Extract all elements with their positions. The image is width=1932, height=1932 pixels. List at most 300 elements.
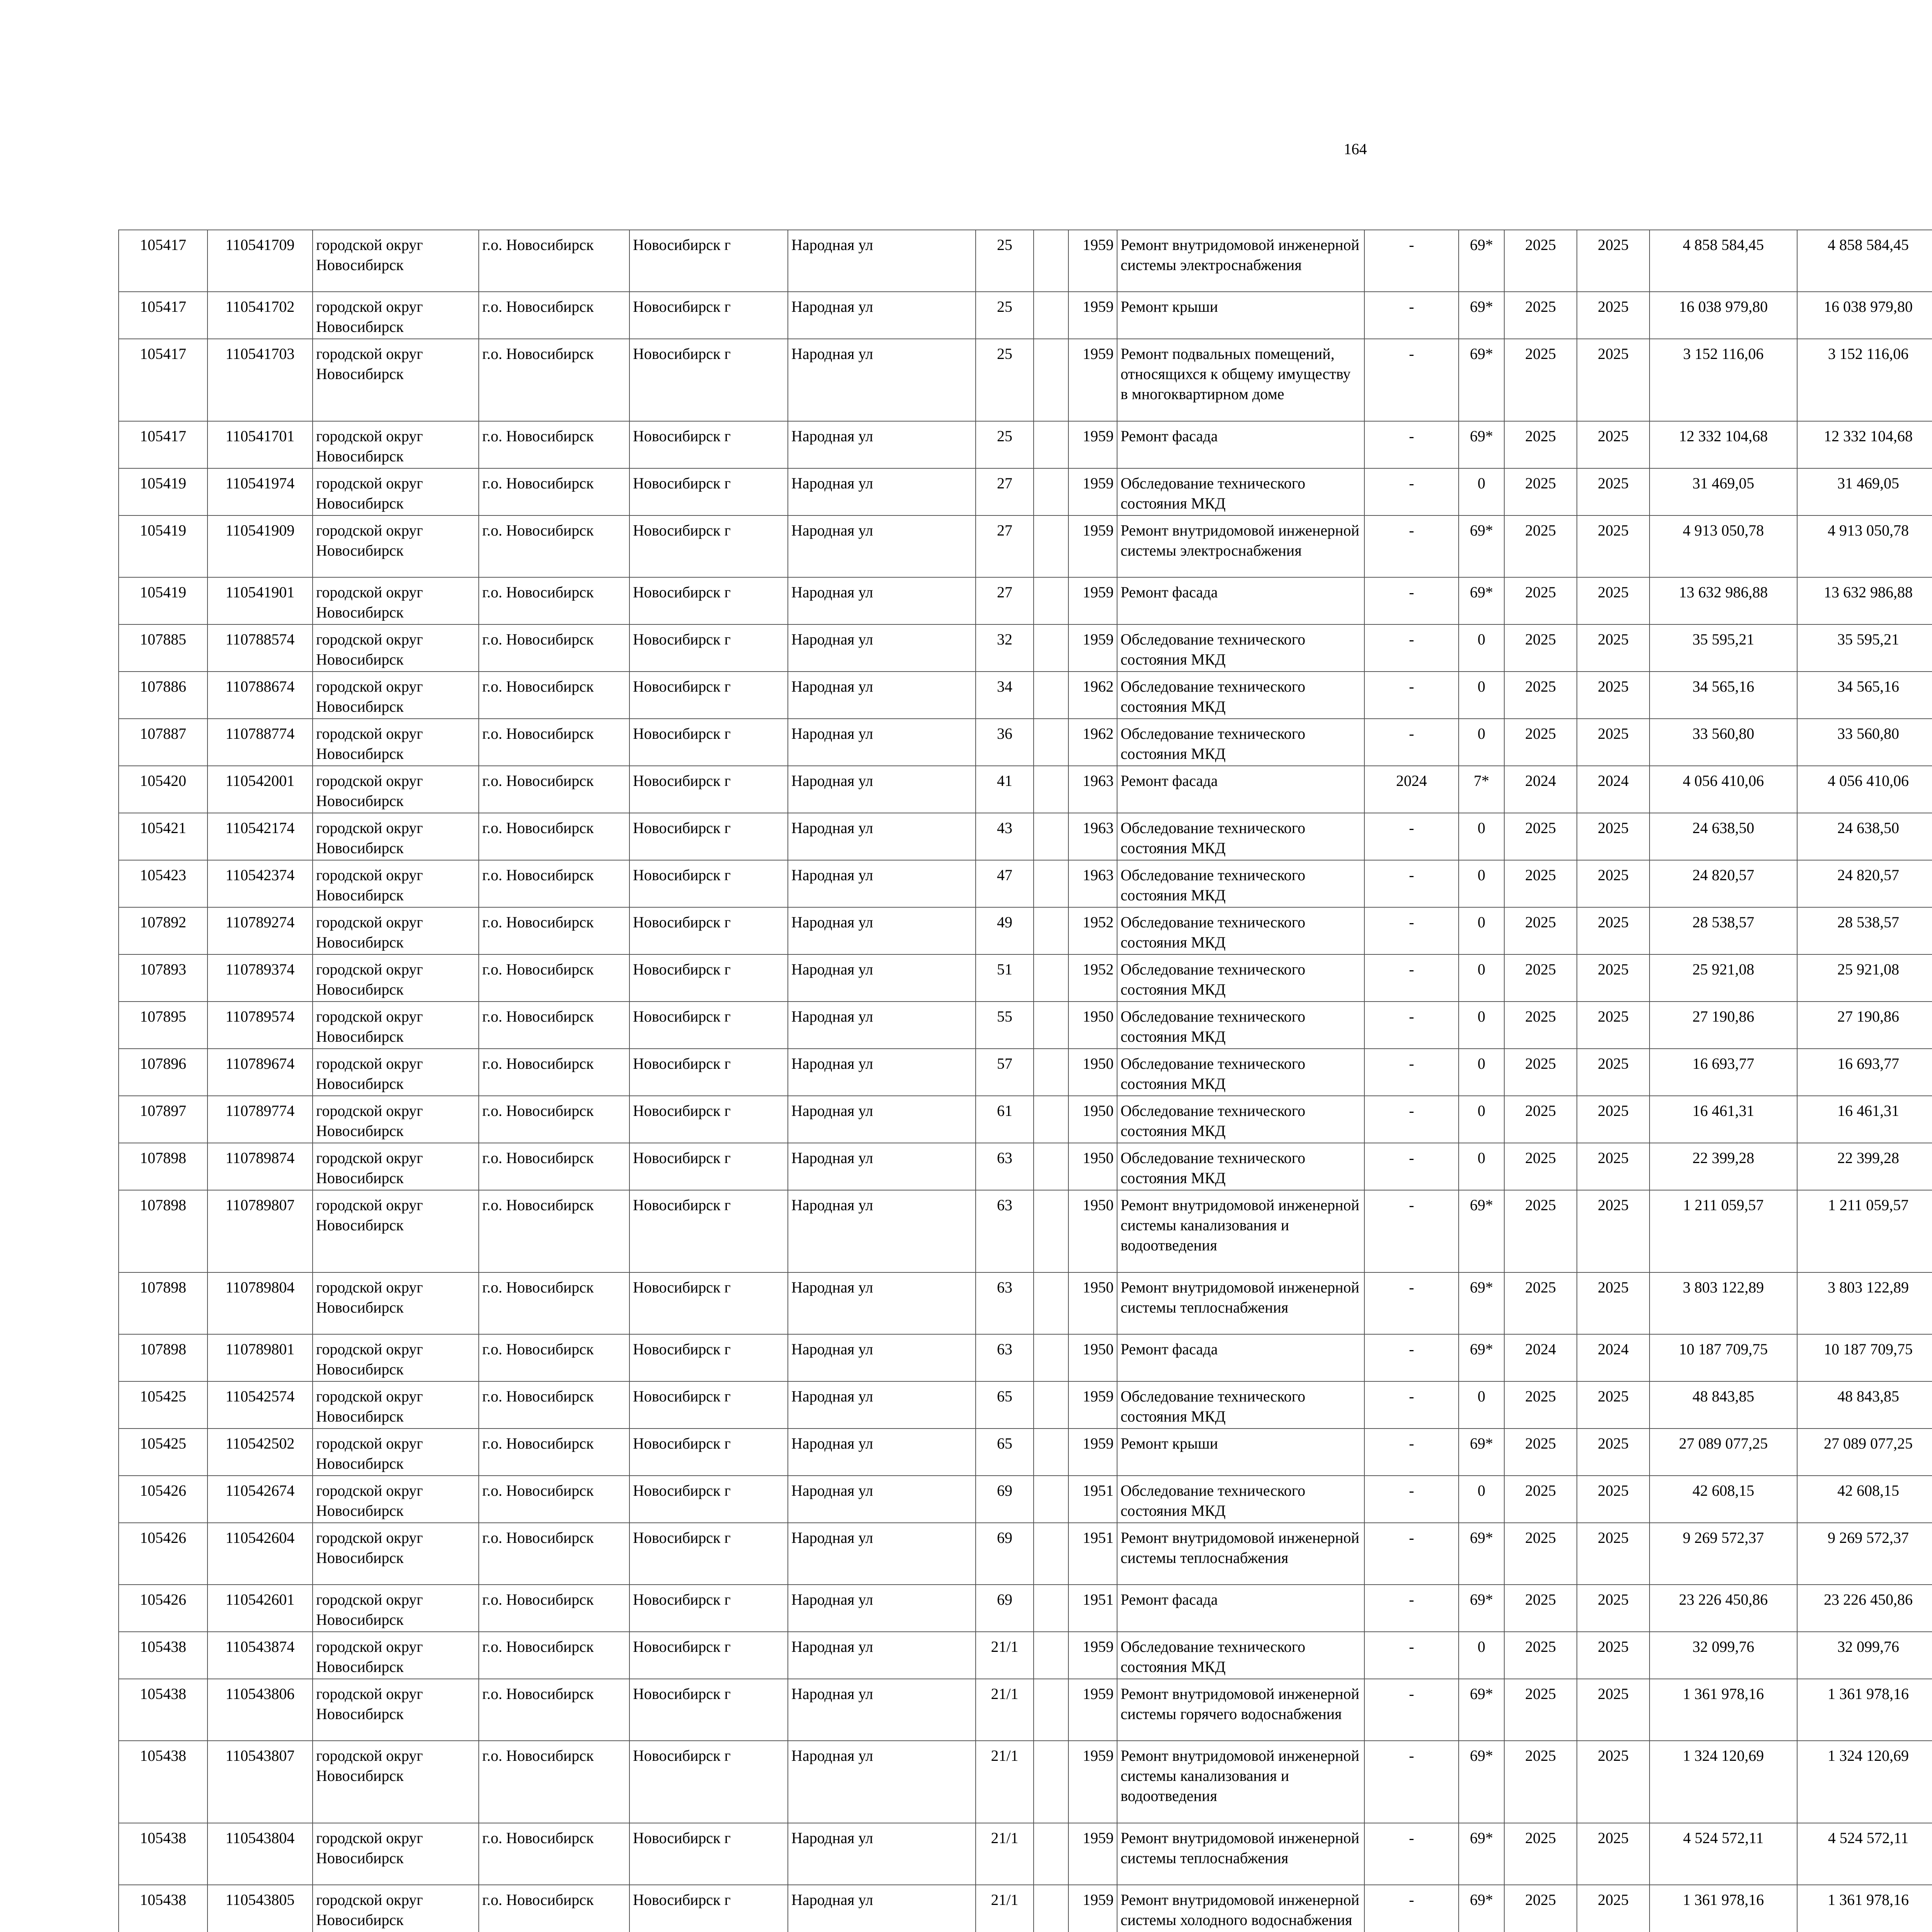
- work-type-cell: Ремонт фасада: [1117, 766, 1364, 813]
- wear-percent-cell: 0: [1459, 672, 1504, 719]
- district-cell: г.о. Новосибирск: [479, 813, 629, 860]
- year-built-cell: 1959: [1068, 624, 1117, 672]
- plan-end-cell: 2024: [1577, 1334, 1650, 1381]
- total-cost-cell: 22 399,28: [1650, 1143, 1797, 1190]
- municipality-cell: городской округ Новосибирск: [313, 1381, 479, 1429]
- district-cell: г.о. Новосибирск: [479, 954, 629, 1002]
- total-cost-cell: 3 803 122,89: [1650, 1272, 1797, 1334]
- city-cell: Новосибирск г: [629, 1741, 788, 1823]
- plan-end-cell: 2025: [1577, 1885, 1650, 1932]
- table-row: [119, 1632, 1932, 1679]
- plan-end-cell: 2025: [1577, 1679, 1650, 1741]
- previous-year-cell: -: [1364, 1143, 1459, 1190]
- house-number-cell: 69: [976, 1523, 1034, 1585]
- year-built-cell: 1959: [1068, 515, 1117, 577]
- building-cell: [1034, 468, 1068, 515]
- city-cell: Новосибирск г: [629, 1632, 788, 1679]
- plan-start-cell: 2025: [1504, 1523, 1577, 1585]
- total-cost-cell: 31 469,05: [1650, 468, 1797, 515]
- year-built-cell: 1959: [1068, 230, 1117, 292]
- district-cell: г.о. Новосибирск: [479, 1429, 629, 1476]
- total-cost-cell: 35 595,21: [1650, 624, 1797, 672]
- table-row: [119, 860, 1932, 907]
- previous-year-cell: -: [1364, 1679, 1459, 1741]
- city-cell: Новосибирск г: [629, 1143, 788, 1190]
- plan-end-cell: 2025: [1577, 1823, 1650, 1885]
- municipality-cell: городской округ Новосибирск: [313, 766, 479, 813]
- district-cell: г.о. Новосибирск: [479, 515, 629, 577]
- regional-fund-cell: 35 595,21: [1797, 624, 1932, 672]
- house-number-cell: 63: [976, 1334, 1034, 1381]
- year-built-cell: 1959: [1068, 1679, 1117, 1741]
- house-number-cell: 63: [976, 1143, 1034, 1190]
- city-cell: Новосибирск г: [629, 1272, 788, 1334]
- wear-percent-cell: 0: [1459, 1049, 1504, 1096]
- house-number-cell: 21/1: [976, 1632, 1034, 1679]
- building-cell: [1034, 1741, 1068, 1823]
- plan-end-cell: 2025: [1577, 1585, 1650, 1632]
- work-type-cell: Обследование технического состояния МКД: [1117, 719, 1364, 766]
- wear-percent-cell: 69*: [1459, 1523, 1504, 1585]
- previous-year-cell: -: [1364, 813, 1459, 860]
- work-id-cell: 110543807: [207, 1741, 313, 1823]
- year-built-cell: 1962: [1068, 719, 1117, 766]
- wear-percent-cell: 69*: [1459, 1429, 1504, 1476]
- street-cell: Народная ул: [788, 230, 976, 292]
- previous-year-cell: -: [1364, 1190, 1459, 1272]
- previous-year-cell: -: [1364, 230, 1459, 292]
- plan-start-cell: 2025: [1504, 1002, 1577, 1049]
- year-built-cell: 1959: [1068, 1741, 1117, 1823]
- building-cell: [1034, 1190, 1068, 1272]
- work-type-cell: Ремонт фасада: [1117, 1585, 1364, 1632]
- work-type-cell: Ремонт внутридомовой инженерной системы теплоснабжения: [1117, 1523, 1364, 1585]
- plan-start-cell: 2024: [1504, 1334, 1577, 1381]
- work-id-cell: 110542001: [207, 766, 313, 813]
- street-cell: Народная ул: [788, 954, 976, 1002]
- total-cost-cell: 27 190,86: [1650, 1002, 1797, 1049]
- plan-start-cell: 2025: [1504, 230, 1577, 292]
- wear-percent-cell: 69*: [1459, 421, 1504, 468]
- total-cost-cell: 4 858 584,45: [1650, 230, 1797, 292]
- previous-year-cell: -: [1364, 1096, 1459, 1143]
- work-type-cell: Обследование технического состояния МКД: [1117, 1096, 1364, 1143]
- year-built-cell: 1951: [1068, 1585, 1117, 1632]
- plan-start-cell: 2025: [1504, 1476, 1577, 1523]
- previous-year-cell: -: [1364, 515, 1459, 577]
- total-cost-cell: 3 152 116,06: [1650, 339, 1797, 421]
- table-row: [119, 1885, 1932, 1932]
- wear-percent-cell: 0: [1459, 813, 1504, 860]
- house-number-cell: 34: [976, 672, 1034, 719]
- work-id-cell: 110542502: [207, 1429, 313, 1476]
- municipality-cell: городской округ Новосибирск: [313, 577, 479, 624]
- work-type-cell: Ремонт фасада: [1117, 421, 1364, 468]
- total-cost-cell: 16 461,31: [1650, 1096, 1797, 1143]
- plan-start-cell: 2025: [1504, 1429, 1577, 1476]
- year-built-cell: 1950: [1068, 1096, 1117, 1143]
- regional-fund-cell: 22 399,28: [1797, 1143, 1932, 1190]
- municipality-cell: городской округ Новосибирск: [313, 1679, 479, 1741]
- total-cost-cell: 13 632 986,88: [1650, 577, 1797, 624]
- regional-fund-cell: 4 056 410,06: [1797, 766, 1932, 813]
- previous-year-cell: -: [1364, 907, 1459, 954]
- plan-end-cell: 2025: [1577, 292, 1650, 339]
- table-row: [119, 1096, 1932, 1143]
- previous-year-cell: -: [1364, 954, 1459, 1002]
- regional-fund-cell: 24 638,50: [1797, 813, 1932, 860]
- year-built-cell: 1963: [1068, 860, 1117, 907]
- year-built-cell: 1952: [1068, 907, 1117, 954]
- city-cell: Новосибирск г: [629, 1885, 788, 1932]
- table-row: [119, 954, 1932, 1002]
- city-cell: Новосибирск г: [629, 860, 788, 907]
- wear-percent-cell: 0: [1459, 468, 1504, 515]
- total-cost-cell: 24 638,50: [1650, 813, 1797, 860]
- work-id-cell: 110543806: [207, 1679, 313, 1741]
- municipality-cell: городской округ Новосибирск: [313, 515, 479, 577]
- plan-end-cell: 2025: [1577, 624, 1650, 672]
- year-built-cell: 1959: [1068, 1823, 1117, 1885]
- previous-year-cell: -: [1364, 339, 1459, 421]
- building-cell: [1034, 624, 1068, 672]
- total-cost-cell: 10 187 709,75: [1650, 1334, 1797, 1381]
- municipality-cell: городской округ Новосибирск: [313, 1585, 479, 1632]
- city-cell: Новосибирск г: [629, 577, 788, 624]
- district-cell: г.о. Новосибирск: [479, 292, 629, 339]
- total-cost-cell: 25 921,08: [1650, 954, 1797, 1002]
- work-id-cell: 110789874: [207, 1143, 313, 1190]
- city-cell: Новосибирск г: [629, 907, 788, 954]
- table-row: [119, 624, 1932, 672]
- municipality-cell: городской округ Новосибирск: [313, 339, 479, 421]
- regional-fund-cell: 42 608,15: [1797, 1476, 1932, 1523]
- municipality-cell: городской округ Новосибирск: [313, 1272, 479, 1334]
- plan-end-cell: 2025: [1577, 1381, 1650, 1429]
- work-type-cell: Обследование технического состояния МКД: [1117, 1632, 1364, 1679]
- street-cell: Народная ул: [788, 1885, 976, 1932]
- wear-percent-cell: 0: [1459, 1096, 1504, 1143]
- work-id-cell: 110789674: [207, 1049, 313, 1096]
- table-row: [119, 1272, 1932, 1334]
- city-cell: Новосибирск г: [629, 1002, 788, 1049]
- street-cell: Народная ул: [788, 468, 976, 515]
- street-cell: Народная ул: [788, 1476, 976, 1523]
- work-id-cell: 110789274: [207, 907, 313, 954]
- street-cell: Народная ул: [788, 907, 976, 954]
- wear-percent-cell: 0: [1459, 1381, 1504, 1429]
- municipality-cell: городской округ Новосибирск: [313, 468, 479, 515]
- plan-start-cell: 2024: [1504, 766, 1577, 813]
- district-cell: г.о. Новосибирск: [479, 421, 629, 468]
- previous-year-cell: -: [1364, 1632, 1459, 1679]
- house-number-cell: 25: [976, 230, 1034, 292]
- district-cell: г.о. Новосибирск: [479, 1885, 629, 1932]
- plan-start-cell: 2025: [1504, 1096, 1577, 1143]
- street-cell: Народная ул: [788, 766, 976, 813]
- municipality-cell: городской округ Новосибирск: [313, 1002, 479, 1049]
- table-row: [119, 1429, 1932, 1476]
- wear-percent-cell: 69*: [1459, 1823, 1504, 1885]
- street-cell: Народная ул: [788, 339, 976, 421]
- district-cell: г.о. Новосибирск: [479, 719, 629, 766]
- plan-start-cell: 2025: [1504, 339, 1577, 421]
- district-cell: г.о. Новосибирск: [479, 1096, 629, 1143]
- city-cell: Новосибирск г: [629, 1049, 788, 1096]
- house-id-cell: 105421: [119, 813, 207, 860]
- district-cell: г.о. Новосибирск: [479, 1823, 629, 1885]
- previous-year-cell: -: [1364, 624, 1459, 672]
- plan-end-cell: 2025: [1577, 230, 1650, 292]
- year-built-cell: 1950: [1068, 1190, 1117, 1272]
- house-number-cell: 55: [976, 1002, 1034, 1049]
- plan-start-cell: 2025: [1504, 954, 1577, 1002]
- plan-start-cell: 2025: [1504, 515, 1577, 577]
- house-id-cell: 105426: [119, 1523, 207, 1585]
- city-cell: Новосибирск г: [629, 954, 788, 1002]
- house-id-cell: 107885: [119, 624, 207, 672]
- street-cell: Народная ул: [788, 672, 976, 719]
- house-id-cell: 105417: [119, 421, 207, 468]
- regional-fund-cell: 13 632 986,88: [1797, 577, 1932, 624]
- house-id-cell: 105423: [119, 860, 207, 907]
- total-cost-cell: 32 099,76: [1650, 1632, 1797, 1679]
- house-id-cell: 107895: [119, 1002, 207, 1049]
- building-cell: [1034, 907, 1068, 954]
- year-built-cell: 1951: [1068, 1523, 1117, 1585]
- regional-fund-cell: 3 152 116,06: [1797, 339, 1932, 421]
- municipality-cell: городской округ Новосибирск: [313, 860, 479, 907]
- work-id-cell: 110789801: [207, 1334, 313, 1381]
- plan-end-cell: 2025: [1577, 672, 1650, 719]
- plan-start-cell: 2025: [1504, 1049, 1577, 1096]
- district-cell: г.о. Новосибирск: [479, 1143, 629, 1190]
- street-cell: Народная ул: [788, 1049, 976, 1096]
- building-cell: [1034, 1381, 1068, 1429]
- year-built-cell: 1950: [1068, 1049, 1117, 1096]
- work-type-cell: Обследование технического состояния МКД: [1117, 860, 1364, 907]
- plan-start-cell: 2025: [1504, 860, 1577, 907]
- plan-end-cell: 2025: [1577, 1632, 1650, 1679]
- street-cell: Народная ул: [788, 719, 976, 766]
- building-cell: [1034, 1885, 1068, 1932]
- city-cell: Новосибирск г: [629, 292, 788, 339]
- building-cell: [1034, 1632, 1068, 1679]
- plan-end-cell: 2025: [1577, 1741, 1650, 1823]
- wear-percent-cell: 7*: [1459, 766, 1504, 813]
- house-number-cell: 63: [976, 1272, 1034, 1334]
- plan-start-cell: 2025: [1504, 813, 1577, 860]
- work-type-cell: Ремонт внутридомовой инженерной системы холодного водоснабжения: [1117, 1885, 1364, 1932]
- regional-fund-cell: 10 187 709,75: [1797, 1334, 1932, 1381]
- plan-end-cell: 2025: [1577, 1476, 1650, 1523]
- work-type-cell: Обследование технического состояния МКД: [1117, 468, 1364, 515]
- work-type-cell: Ремонт фасада: [1117, 577, 1364, 624]
- municipality-cell: городской округ Новосибирск: [313, 907, 479, 954]
- year-built-cell: 1962: [1068, 672, 1117, 719]
- municipality-cell: городской округ Новосибирск: [313, 1741, 479, 1823]
- total-cost-cell: 48 843,85: [1650, 1381, 1797, 1429]
- work-type-cell: Ремонт внутридомовой инженерной системы горячего водоснабжения: [1117, 1679, 1364, 1741]
- house-id-cell: 107898: [119, 1190, 207, 1272]
- work-id-cell: 110541703: [207, 339, 313, 421]
- wear-percent-cell: 69*: [1459, 1885, 1504, 1932]
- house-id-cell: 107896: [119, 1049, 207, 1096]
- municipality-cell: городской округ Новосибирск: [313, 1334, 479, 1381]
- previous-year-cell: -: [1364, 1381, 1459, 1429]
- plan-end-cell: 2025: [1577, 1272, 1650, 1334]
- house-number-cell: 65: [976, 1429, 1034, 1476]
- table-row: [119, 719, 1932, 766]
- house-number-cell: 65: [976, 1381, 1034, 1429]
- previous-year-cell: -: [1364, 468, 1459, 515]
- table-row: [119, 230, 1932, 292]
- previous-year-cell: -: [1364, 1741, 1459, 1823]
- house-id-cell: 107886: [119, 672, 207, 719]
- year-built-cell: 1959: [1068, 1885, 1117, 1932]
- plan-start-cell: 2025: [1504, 1190, 1577, 1272]
- municipality-cell: городской округ Новосибирск: [313, 230, 479, 292]
- city-cell: Новосибирск г: [629, 624, 788, 672]
- plan-end-cell: 2024: [1577, 766, 1650, 813]
- work-id-cell: 110541701: [207, 421, 313, 468]
- city-cell: Новосибирск г: [629, 1679, 788, 1741]
- wear-percent-cell: 69*: [1459, 577, 1504, 624]
- total-cost-cell: 4 524 572,11: [1650, 1823, 1797, 1885]
- building-cell: [1034, 813, 1068, 860]
- work-type-cell: Ремонт фасада: [1117, 1334, 1364, 1381]
- building-cell: [1034, 421, 1068, 468]
- house-id-cell: 107893: [119, 954, 207, 1002]
- table-row: [119, 339, 1932, 421]
- previous-year-cell: -: [1364, 421, 1459, 468]
- work-type-cell: Обследование технического состояния МКД: [1117, 672, 1364, 719]
- building-cell: [1034, 1429, 1068, 1476]
- work-id-cell: 110541709: [207, 230, 313, 292]
- plan-end-cell: 2025: [1577, 1002, 1650, 1049]
- city-cell: Новосибирск г: [629, 421, 788, 468]
- previous-year-cell: -: [1364, 1523, 1459, 1585]
- wear-percent-cell: 69*: [1459, 339, 1504, 421]
- house-id-cell: 105417: [119, 230, 207, 292]
- city-cell: Новосибирск г: [629, 719, 788, 766]
- work-id-cell: 110788674: [207, 672, 313, 719]
- table-row: [119, 672, 1932, 719]
- district-cell: г.о. Новосибирск: [479, 1002, 629, 1049]
- work-id-cell: 110542574: [207, 1381, 313, 1429]
- table-row: [119, 1002, 1932, 1049]
- street-cell: Народная ул: [788, 1190, 976, 1272]
- street-cell: Народная ул: [788, 515, 976, 577]
- district-cell: г.о. Новосибирск: [479, 766, 629, 813]
- regional-fund-cell: 9 269 572,37: [1797, 1523, 1932, 1585]
- district-cell: г.о. Новосибирск: [479, 468, 629, 515]
- table-row: [119, 1523, 1932, 1585]
- work-id-cell: 110789804: [207, 1272, 313, 1334]
- table-row: [119, 1190, 1932, 1272]
- plan-start-cell: 2025: [1504, 907, 1577, 954]
- work-type-cell: Ремонт крыши: [1117, 292, 1364, 339]
- wear-percent-cell: 69*: [1459, 292, 1504, 339]
- year-built-cell: 1963: [1068, 813, 1117, 860]
- municipality-cell: городской округ Новосибирск: [313, 1823, 479, 1885]
- table-row: [119, 292, 1932, 339]
- house-number-cell: 43: [976, 813, 1034, 860]
- house-number-cell: 27: [976, 515, 1034, 577]
- previous-year-cell: -: [1364, 719, 1459, 766]
- regional-fund-cell: 1 361 978,16: [1797, 1885, 1932, 1932]
- regional-fund-cell: 1 211 059,57: [1797, 1190, 1932, 1272]
- municipality-cell: городской округ Новосибирск: [313, 1096, 479, 1143]
- wear-percent-cell: 0: [1459, 1476, 1504, 1523]
- street-cell: Народная ул: [788, 421, 976, 468]
- plan-start-cell: 2025: [1504, 421, 1577, 468]
- building-cell: [1034, 1272, 1068, 1334]
- work-type-cell: Ремонт внутридомовой инженерной системы электроснабжения: [1117, 230, 1364, 292]
- municipality-cell: городской округ Новосибирск: [313, 1523, 479, 1585]
- plan-end-cell: 2025: [1577, 468, 1650, 515]
- plan-start-cell: 2025: [1504, 468, 1577, 515]
- plan-start-cell: 2025: [1504, 292, 1577, 339]
- previous-year-cell: 2024: [1364, 766, 1459, 813]
- district-cell: г.о. Новосибирск: [479, 672, 629, 719]
- street-cell: Народная ул: [788, 292, 976, 339]
- district-cell: г.о. Новосибирск: [479, 1523, 629, 1585]
- city-cell: Новосибирск г: [629, 766, 788, 813]
- work-id-cell: 110542674: [207, 1476, 313, 1523]
- house-id-cell: 105426: [119, 1476, 207, 1523]
- year-built-cell: 1950: [1068, 1002, 1117, 1049]
- house-number-cell: 27: [976, 577, 1034, 624]
- street-cell: Народная ул: [788, 813, 976, 860]
- street-cell: Народная ул: [788, 1334, 976, 1381]
- work-id-cell: 110542601: [207, 1585, 313, 1632]
- house-id-cell: 107887: [119, 719, 207, 766]
- building-cell: [1034, 1585, 1068, 1632]
- wear-percent-cell: 69*: [1459, 1334, 1504, 1381]
- street-cell: Народная ул: [788, 1523, 976, 1585]
- wear-percent-cell: 0: [1459, 624, 1504, 672]
- building-cell: [1034, 719, 1068, 766]
- table-row: [119, 907, 1932, 954]
- street-cell: Народная ул: [788, 1585, 976, 1632]
- house-number-cell: 49: [976, 907, 1034, 954]
- house-number-cell: 47: [976, 860, 1034, 907]
- regional-fund-cell: 23 226 450,86: [1797, 1585, 1932, 1632]
- total-cost-cell: 28 538,57: [1650, 907, 1797, 954]
- house-id-cell: 105419: [119, 515, 207, 577]
- work-id-cell: 110789374: [207, 954, 313, 1002]
- previous-year-cell: -: [1364, 1049, 1459, 1096]
- plan-start-cell: 2025: [1504, 1272, 1577, 1334]
- work-id-cell: 110541909: [207, 515, 313, 577]
- work-type-cell: Обследование технического состояния МКД: [1117, 1143, 1364, 1190]
- total-cost-cell: 16 038 979,80: [1650, 292, 1797, 339]
- year-built-cell: 1959: [1068, 577, 1117, 624]
- city-cell: Новосибирск г: [629, 813, 788, 860]
- street-cell: Народная ул: [788, 1002, 976, 1049]
- work-type-cell: Ремонт внутридомовой инженерной системы канализования и водоотведения: [1117, 1190, 1364, 1272]
- city-cell: Новосибирск г: [629, 468, 788, 515]
- house-number-cell: 25: [976, 339, 1034, 421]
- year-built-cell: 1963: [1068, 766, 1117, 813]
- page-number: 164: [1344, 140, 1367, 158]
- table-row: [119, 813, 1932, 860]
- plan-end-cell: 2025: [1577, 421, 1650, 468]
- regional-fund-cell: 32 099,76: [1797, 1632, 1932, 1679]
- city-cell: Новосибирск г: [629, 1334, 788, 1381]
- plan-end-cell: 2025: [1577, 1049, 1650, 1096]
